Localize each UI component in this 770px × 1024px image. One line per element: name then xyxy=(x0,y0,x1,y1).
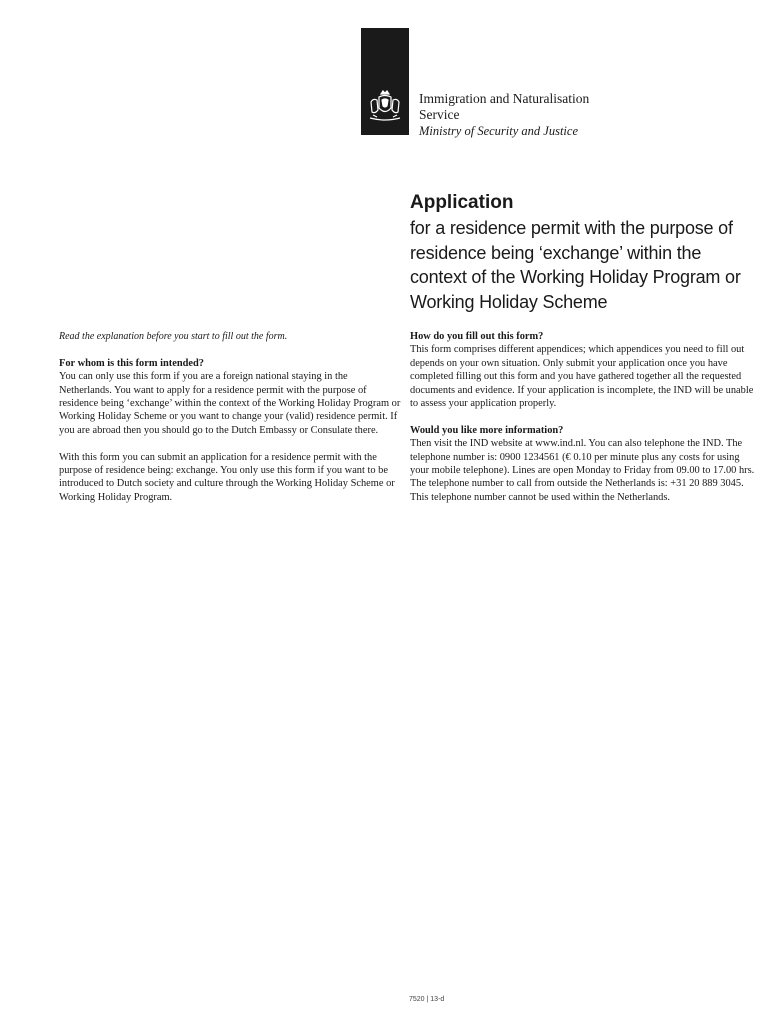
ministry-name: Ministry of Security and Justice xyxy=(419,124,578,138)
right-column xyxy=(410,330,755,518)
section-heading: How do you fill out this form? xyxy=(410,331,544,342)
org-name-line1: Immigration and Naturalisation xyxy=(419,91,590,106)
logo-bar xyxy=(361,28,409,135)
section-heading: Would you like more information? xyxy=(410,424,564,436)
section-body: With this form you can submit an application for a residence permit with the purpose of residence being: exchange. You only use this form if you want to be introduced to Dutch society and culture through the Working Holiday Scheme or Working Holiday Program. xyxy=(59,451,395,503)
royal-coat-of-arms-icon xyxy=(365,88,405,128)
intro-note: Read the explanation before you start to fill out the form. xyxy=(59,331,288,342)
section-heading: For whom is this form intended? xyxy=(59,357,204,369)
section-body: Then visit the IND website at www.ind.nl. You can also telephone the IND. The telephone number is: 0900 1234561 (€ 0.10 per minute plus any costs for using your mobile telephone). Lines are open Monday to Friday from 09.00 to 17.00 hrs. The telephone number to call from outside the Netherlands is: +31 20 889 3045. This telephone number cannot be used within the Netherlands. xyxy=(410,438,755,503)
section-body: You can only use this form if you are a foreign national staying in the Netherlands. You want to apply for a residence permit with the purpose of residence being ‘exchange’ within the context of the Working Holiday Program or Working Holiday Scheme or you want to change your (valid) residence permit. If you are abroad then you should go to the Dutch Embassy or Consulate there. xyxy=(59,371,401,436)
form-title-block xyxy=(410,190,760,314)
organisation-name xyxy=(419,91,749,139)
section-body: This form comprises different appendices; which appendices you need to fill out depends on your own situation. Only submit your application once you have completed filling out this form and you have gathered together all the requested documents and evidence. If your application is incomplete, the IND will be unable to assess your application properly. xyxy=(410,344,754,410)
section-application-purpose xyxy=(59,451,401,505)
left-column xyxy=(59,330,401,518)
org-name-line2: Service xyxy=(419,107,460,122)
form-code: 7520 | 13-d xyxy=(409,996,445,1003)
section-how-to-fill xyxy=(410,330,755,410)
form-title: Application xyxy=(410,192,514,213)
form-subtitle: for a residence permit with the purpose of residence being ‘exchange’ within the context of the Working Holiday Program or Working Holiday Scheme xyxy=(410,218,741,312)
section-for-whom xyxy=(59,357,401,437)
section-more-information xyxy=(410,424,755,504)
